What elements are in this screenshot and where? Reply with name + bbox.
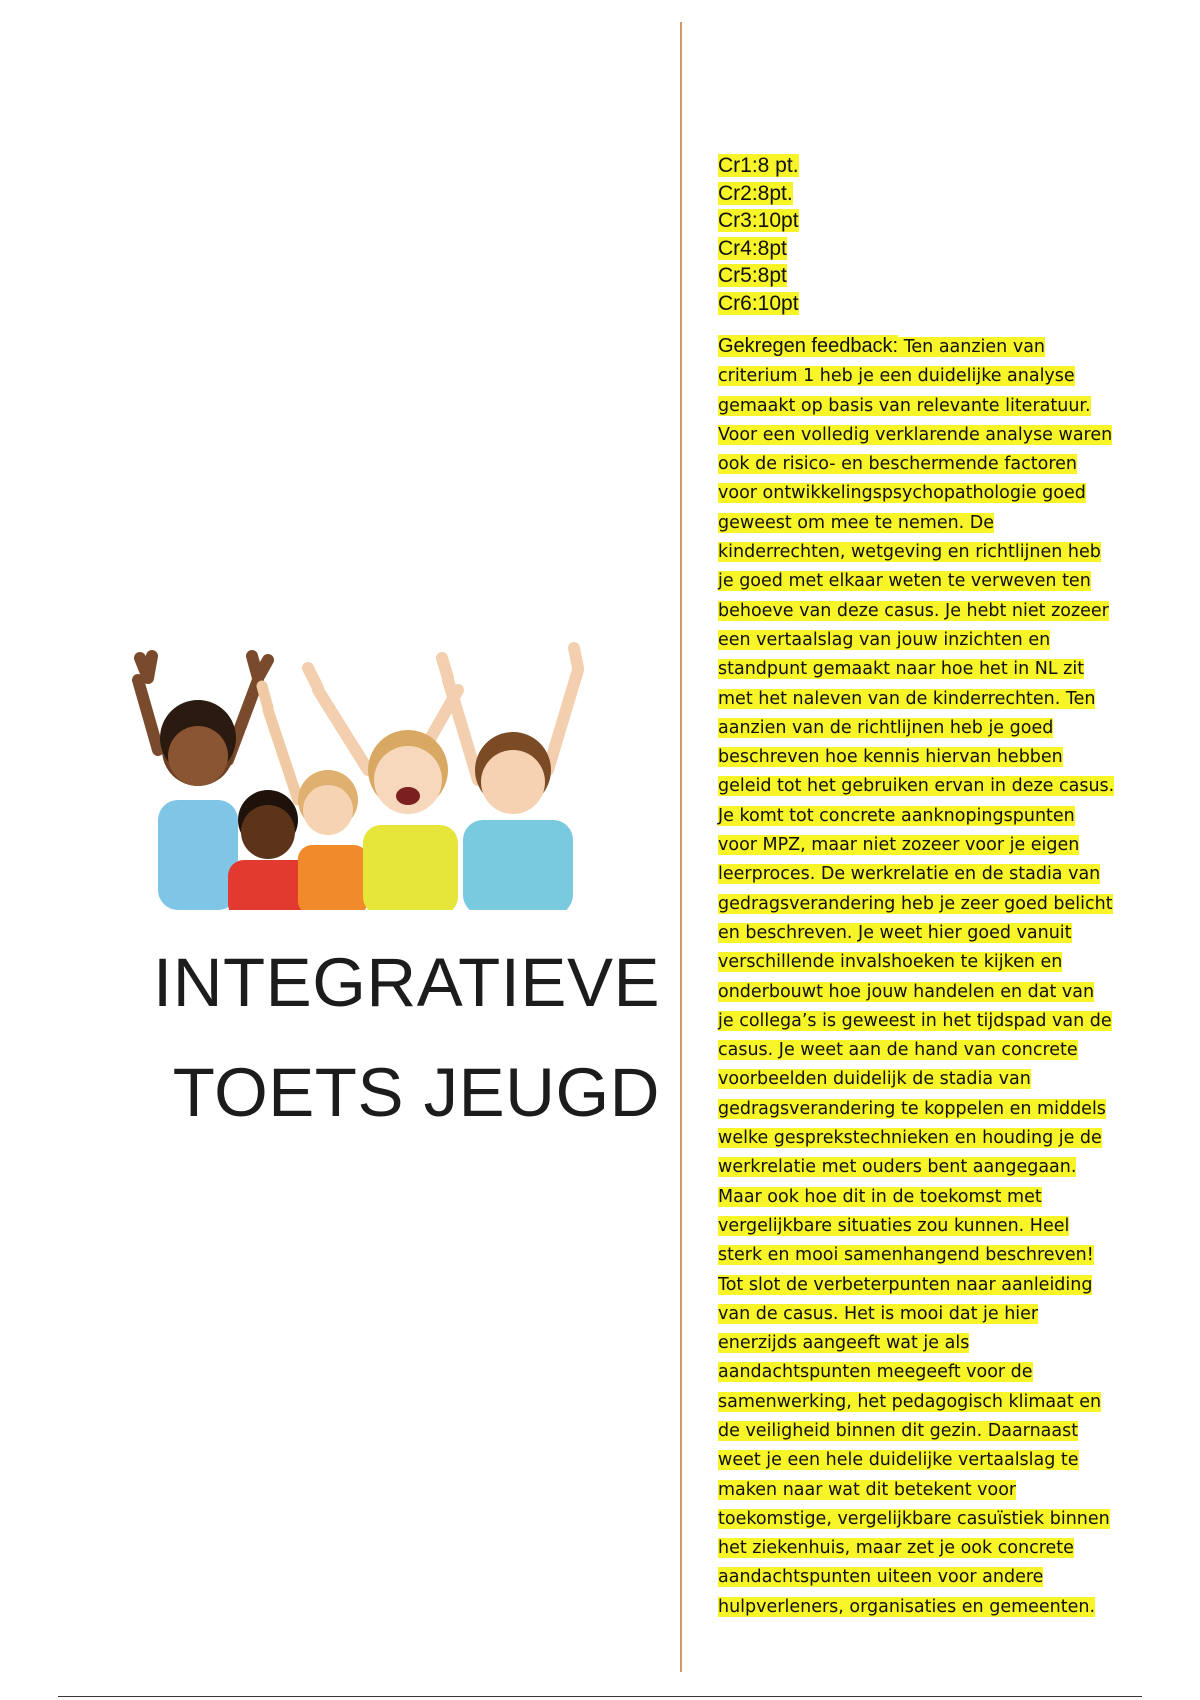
feedback-line: een vertaalslag van jouw inzichten en — [718, 629, 1051, 650]
column-divider — [680, 22, 682, 1672]
feedback-line: met het naleven van de kinderrechten. Ten — [718, 688, 1096, 709]
feedback-line: geweest om mee te nemen. De — [718, 512, 995, 533]
document-title — [100, 928, 660, 1148]
feedback-line: werkrelatie met ouders bent aangegaan. — [718, 1157, 1077, 1178]
feedback-line: het ziekenhuis, maar zet je ook concrete — [718, 1538, 1074, 1559]
score-cr4: Cr4:8pt — [718, 236, 787, 260]
feedback-label: Gekregen feedback: — [718, 335, 899, 357]
feedback-line: geleid tot het gebruiken ervan in deze casus. — [718, 776, 1115, 797]
feedback-line: gemaakt op basis van relevante literatuur. — [718, 395, 1091, 416]
feedback-line: gedragsverandering te koppelen en middels — [718, 1098, 1106, 1119]
feedback-line: sterk en mooi samenhangend beschreven! — [718, 1245, 1094, 1266]
footer-rule — [58, 1696, 1142, 1697]
score-cr2: Cr2:8pt. — [718, 181, 793, 205]
score-cr3: Cr3:10pt — [718, 209, 799, 232]
score-cr1: Cr1:8 pt. — [718, 154, 799, 177]
feedback-line: gedragsverandering heb je zeer goed belicht — [718, 893, 1113, 914]
feedback-first-line: Ten aanzien van — [898, 337, 1046, 357]
feedback-line: criterium 1 heb je een duidelijke analyse — [718, 366, 1075, 387]
feedback-line: voor ontwikkelingspsychopathologie goed — [718, 483, 1086, 504]
feedback-line: Voor een volledig verklarende analyse waren — [718, 424, 1113, 445]
feedback-line: Maar ook hoe dit in de toekomst met — [718, 1186, 1042, 1207]
score-cr5: Cr5:8pt — [718, 264, 787, 287]
feedback-line: welke gesprekstechnieken en houding je de — [718, 1128, 1102, 1149]
feedback-line: aandachtspunten meegeeft voor de — [718, 1362, 1033, 1383]
feedback-line: behoeve van deze casus. Je hebt niet zozeer — [718, 600, 1109, 621]
feedback-line: en beschreven. Je weet hier goed vanuit — [718, 922, 1072, 943]
feedback-line: vergelijkbare situaties zou kunnen. Heel — [718, 1215, 1070, 1236]
feedback-line: Tot slot de verbeterpunten naar aanleiding — [718, 1274, 1093, 1295]
feedback-line: beschreven hoe kennis hiervan hebben — [718, 747, 1063, 768]
feedback-line: aandachtspunten uiteen voor andere — [718, 1567, 1044, 1588]
feedback-line: voorbeelden duidelijk de stadia van — [718, 1069, 1031, 1090]
children-photo — [118, 620, 608, 910]
feedback-line: onderbouwt hoe jouw handelen en dat van — [718, 981, 1095, 1002]
feedback-line: samenwerking, het pedagogisch klimaat en — [718, 1391, 1102, 1412]
title-line-2: TOETS JEUGD — [172, 1054, 660, 1131]
feedback-line: kinderrechten, wetgeving en richtlijnen heb — [718, 542, 1101, 563]
feedback-line: standpunt gemaakt naar hoe het in NL zit — [718, 659, 1085, 680]
title-line-1: INTEGRATIEVE — [153, 944, 660, 1021]
feedback-line: casus. Je weet aan de hand van concrete — [718, 1040, 1078, 1061]
feedback-line: je goed met elkaar weten te verweven ten — [718, 571, 1091, 592]
feedback-line: van de casus. Het is mooi dat je hier — [718, 1303, 1039, 1324]
feedback-line: je collega’s is geweest in het tijdspad van de — [718, 1010, 1112, 1031]
feedback-line: weet je een hele duidelijke vertaalslag te — [718, 1450, 1079, 1471]
score-cr6: Cr6:10pt — [718, 291, 799, 315]
feedback-line: leerproces. De werkrelatie en de stadia van — [718, 864, 1101, 885]
feedback-line: maken naar wat dit betekent voor — [718, 1479, 1017, 1500]
criteria-scores — [718, 152, 1098, 317]
feedback-line: Je komt tot concrete aanknopingspunten — [718, 805, 1075, 826]
feedback-line: voor MPZ, maar niet zozeer voor je eigen — [718, 835, 1080, 856]
feedback-line: toekomstige, vergelijkbare casuïstiek binnen — [718, 1508, 1110, 1529]
feedback-line: ook de risico- en beschermende factoren — [718, 454, 1077, 475]
feedback-text — [718, 332, 1128, 1622]
feedback-line: enerzijds aangeeft wat je als — [718, 1333, 970, 1354]
feedback-line: hulpverleners, organisaties en gemeenten. — [718, 1596, 1096, 1617]
feedback-line: aanzien van de richtlijnen heb je goed — [718, 717, 1054, 738]
feedback-line: verschillende invalshoeken te kijken en — [718, 952, 1063, 973]
feedback-line: de veiligheid binnen dit gezin. Daarnaast — [718, 1420, 1079, 1441]
